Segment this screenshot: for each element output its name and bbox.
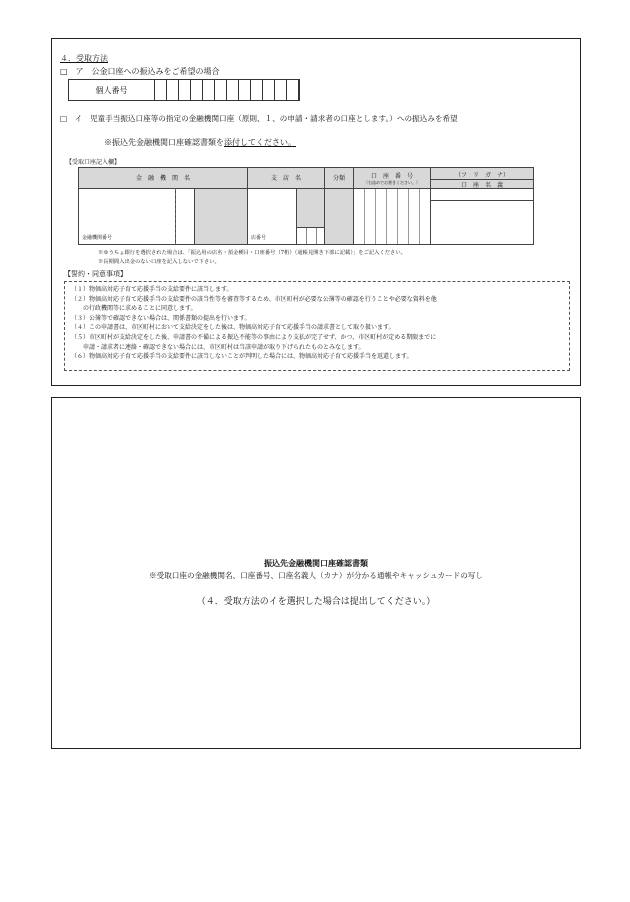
bank-name-input[interactable] [78,188,176,245]
account-number-cells[interactable] [353,188,431,245]
pledge-item: （２）物価高対応子育て応援手当の支給要件の該当性等を審査等するため、市区町村が必要な公簿等の確認を行うことや必要な資料を他 [71,295,437,303]
attachment-instruction: （４．受取方法のイを選択した場合は提出してください。） [196,597,436,607]
pledge-item: （５）市区町村が支給決定をした後、申請書の不備による振込不能等の事由により支払が完了せず、かつ、市区町村が定める期限までに [71,333,437,341]
branch-code-cells[interactable] [296,227,325,245]
section-title: ４．受取方法 [60,54,108,63]
account-table [78,167,534,245]
account-holder-input[interactable] [430,200,534,245]
pledge-box [64,281,570,371]
pledge-item: （１）物価高対応子育て応援手当の支給要件に該当します。 [71,286,233,293]
bank-type-shade [194,188,248,245]
mynumber-digit-cells[interactable] [155,80,299,100]
option-i-checkbox[interactable]: □ イ 児童手当振込口座等の指定の金融機関口座（原則、１、の申請・請求者の口座とします。）への振込みを希望 [60,114,458,123]
header-bank: 金 融 機 関 名 [78,167,248,189]
branch-code-label: 店番号 [251,235,267,241]
branch-name-input[interactable] [247,188,297,245]
header-branch: 支 店 名 [247,167,325,189]
bank-code-label: 金融機関番号 [82,235,113,241]
yucho-note: ※ゆうちょ銀行を選択された場合は、「振込用の店名・預金種目・口座番号（7桁）（通帳見開き下部に記載）」をご記入ください。 [98,250,406,256]
header-type: 分類 [324,167,354,189]
account-form-heading: 【受取口座記入欄】 [66,159,121,166]
header-holder: （フ リ ガ ナ） 口 座 名 義 [430,167,534,189]
pledge-item: 申請・請求者に連絡・確認できない場合には、市区町村は当該申請が取り下げられたものとみなします。 [71,343,365,351]
attach-note-prefix: ※振込先金融機関口座確認書類を [104,138,224,147]
pledge-item: （６）物価高対応子育て応援手当の支給要件に該当しないことが判明した場合には、物価高対応子育て応援手当を返還します。 [71,353,413,361]
pledge-item: （４）この申請書は、市区町村において支給決定をした後は、物価高対応子育て応援手当の請求書として取り扱います。 [71,324,395,332]
pledge-heading: 【誓約・同意事項】 [64,270,127,278]
attach-note [104,137,296,148]
dormant-note: ※長期間入出金のない口座を記入しないで下さい。 [98,259,220,265]
bank-code-cells[interactable] [175,188,195,245]
mynumber-field[interactable] [68,79,300,101]
header-number: 口 座 番 号 （右詰めでお書きください。） [353,167,431,189]
attachment-subtitle: ※受取口座の金融機関名、口座番号、口座名義人（カナ）が分かる通帳やキャッシュカードの写し [149,571,483,580]
mynumber-label: 個人番号 [95,86,128,95]
account-type-input[interactable] [324,188,354,245]
attachment-box [51,397,581,749]
branch-type-shade [296,188,325,228]
attachment-title: 振込先金融機関口座確認書類 [264,558,368,568]
receipt-method-section [51,38,581,386]
option-a-checkbox[interactable]: □ ア 公金口座への振込みをご希望の場合 [60,67,220,76]
attach-note-underlined: 添付してください。 [224,138,296,147]
pledge-item: の行政機関等に求めることに同意します。 [71,305,197,313]
pledge-item: （３）公簿等で確認できない場合は、関係書類の提出を行います。 [71,314,251,322]
